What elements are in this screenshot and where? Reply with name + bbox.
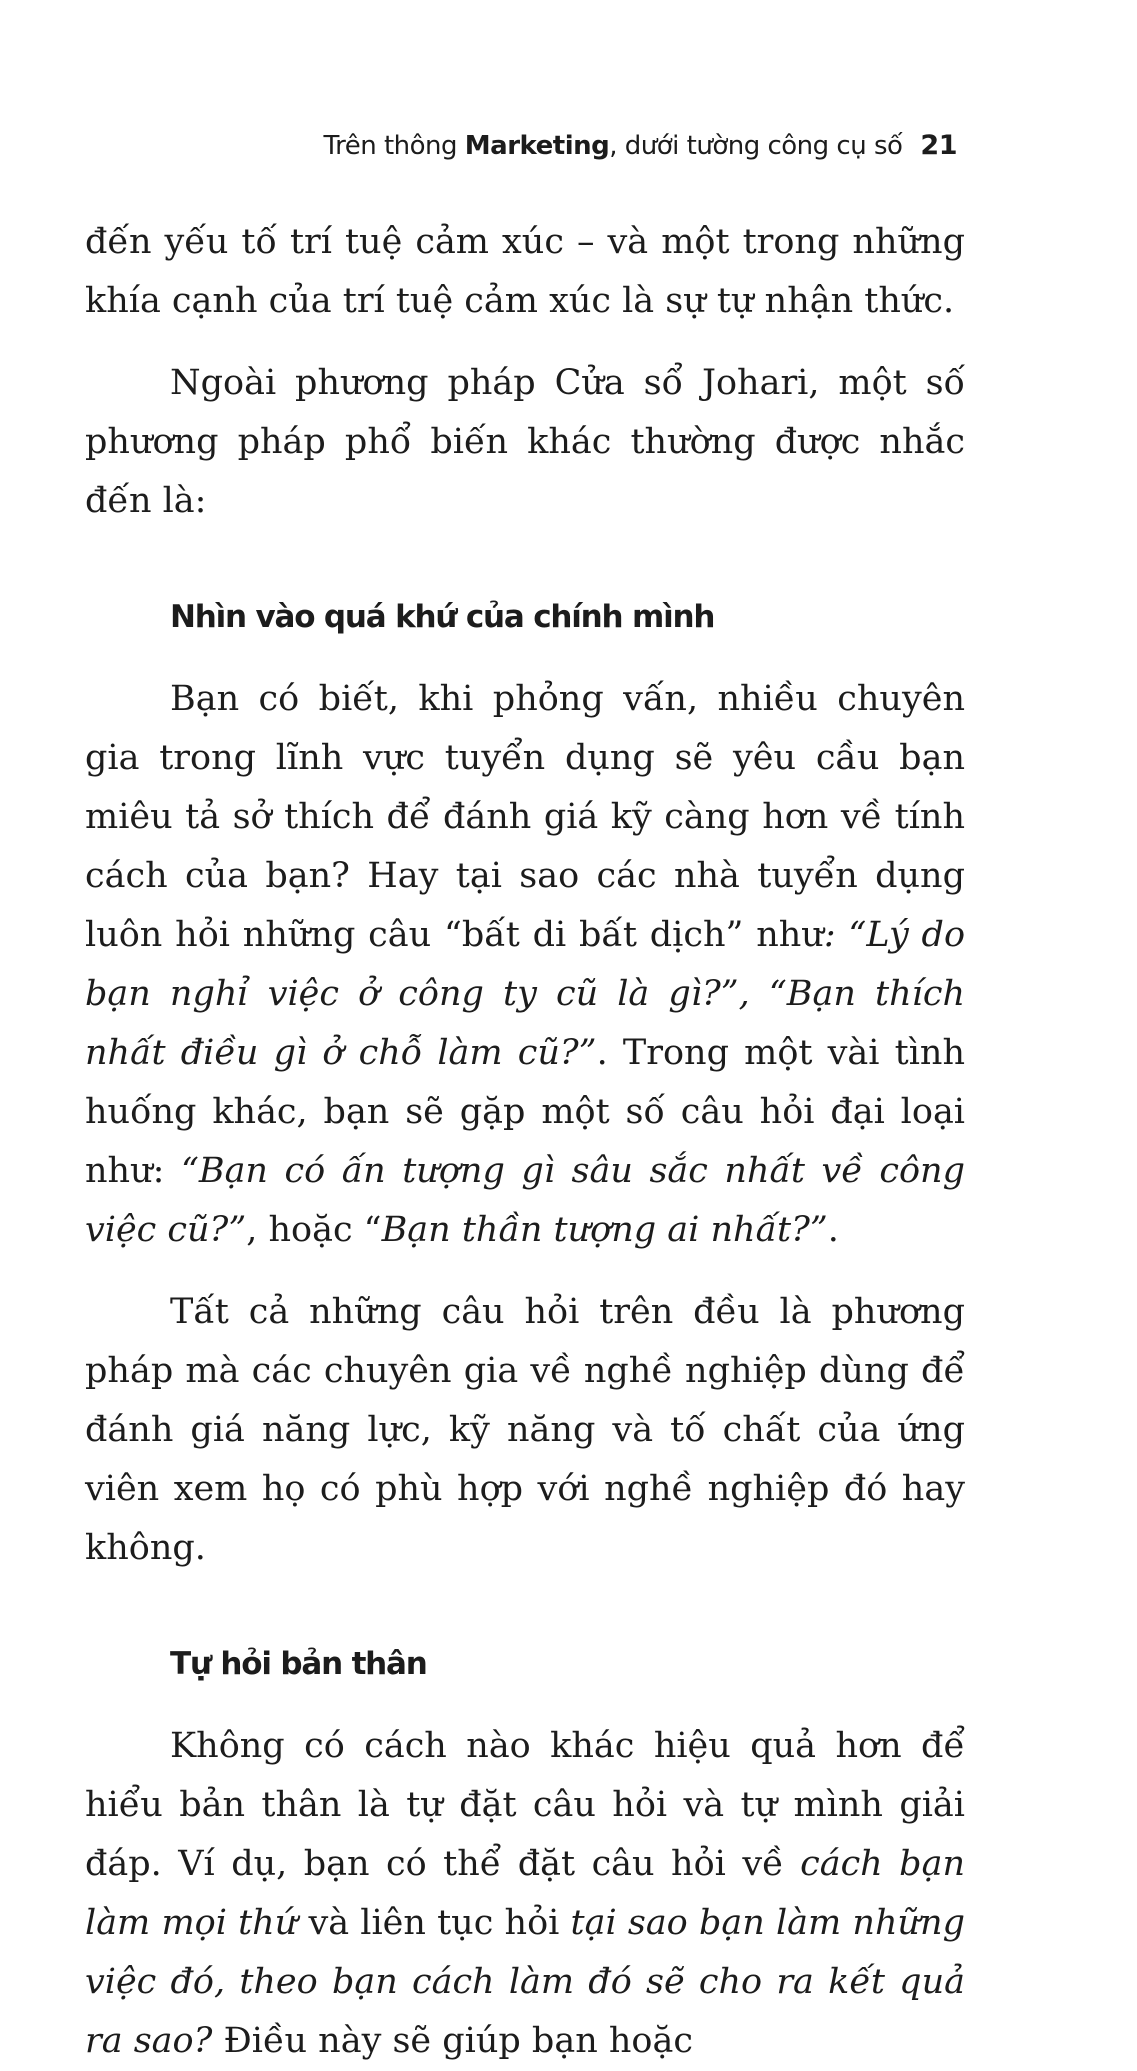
paragraph-continuation: đến yếu tố trí tuệ cảm xúc – và một trong những khía cạnh của trí tuệ cảm xúc là sự tự nhận thức. [85,222,965,321]
italic-run: tại sao bạn làm những việc đó, theo bạn cách làm đó sẽ cho ra kết quả ra sao? [85,1903,965,2061]
running-header-title-start: Trên thông [323,131,465,161]
running-header [324,130,957,161]
running-header-title-end: , dưới tường công cụ số [609,131,903,161]
text-run: Không có cách nào khác hiệu quả hơn để hiểu bản thân là tự đặt câu hỏi và tự mình giải đáp. Ví dụ, bạn có thể đặt câu hỏi về [85,1726,965,1884]
section-heading-past: Nhìn vào quá khứ của chính mình [170,599,715,635]
text-run: . Trong một vài tình huống khác, bạn sẽ gặp một số câu hỏi đại loại như: [85,1033,965,1191]
text-run: . [827,1210,839,1250]
italic-run: Bạn thần tượng ai nhất?” [381,1210,828,1250]
text-run: và liên tục hỏi [297,1903,571,1943]
paragraph-self-question [85,1717,965,2071]
paragraph-interview-questions [85,670,965,1260]
italic-run: cách bạn làm mọi thứ [85,1844,965,1943]
text-run: Bạn có biết, khi phỏng vấn, nhiều chuyên gia trong lĩnh vực tuyển dụng sẽ yêu cầu bạn miêu tả sở thích để đánh giá kỹ càng hơn về tính cách của bạn? Hay tại sao các nhà tuyển dụng luôn hỏi những câu “bất di bất dịch” như [85,679,965,955]
paragraph-assessment: Tất cả những câu hỏi trên đều là phương pháp mà các chuyên gia về nghề nghiệp dùng để đánh giá năng lực, kỹ năng và tố chất của ứng viên xem họ có phù hợp với nghề nghiệp đó hay không. [85,1292,965,1568]
italic-run: : “Lý do bạn nghỉ việc ở công ty cũ là gì?”, “Bạn thích nhất điều gì ở chỗ làm cũ?” [85,915,966,1073]
paragraph-intro-methods: Ngoài phương pháp Cửa sổ Johari, một số phương pháp phổ biến khác thường được nhắc đến là: [85,363,965,521]
section-heading-self-question: Tự hỏi bản thân [170,1646,427,1682]
page-number: 21 [920,130,957,161]
text-run: , hoặc “ [246,1210,382,1250]
italic-run: “Bạn có ấn tượng gì sâu sắc nhất về công việc cũ?” [85,1151,965,1250]
page-body [85,213,965,2071]
running-header-title-bold: Marketing [464,131,610,161]
text-run: Điều này sẽ giúp bạn hoặc [212,2021,693,2061]
